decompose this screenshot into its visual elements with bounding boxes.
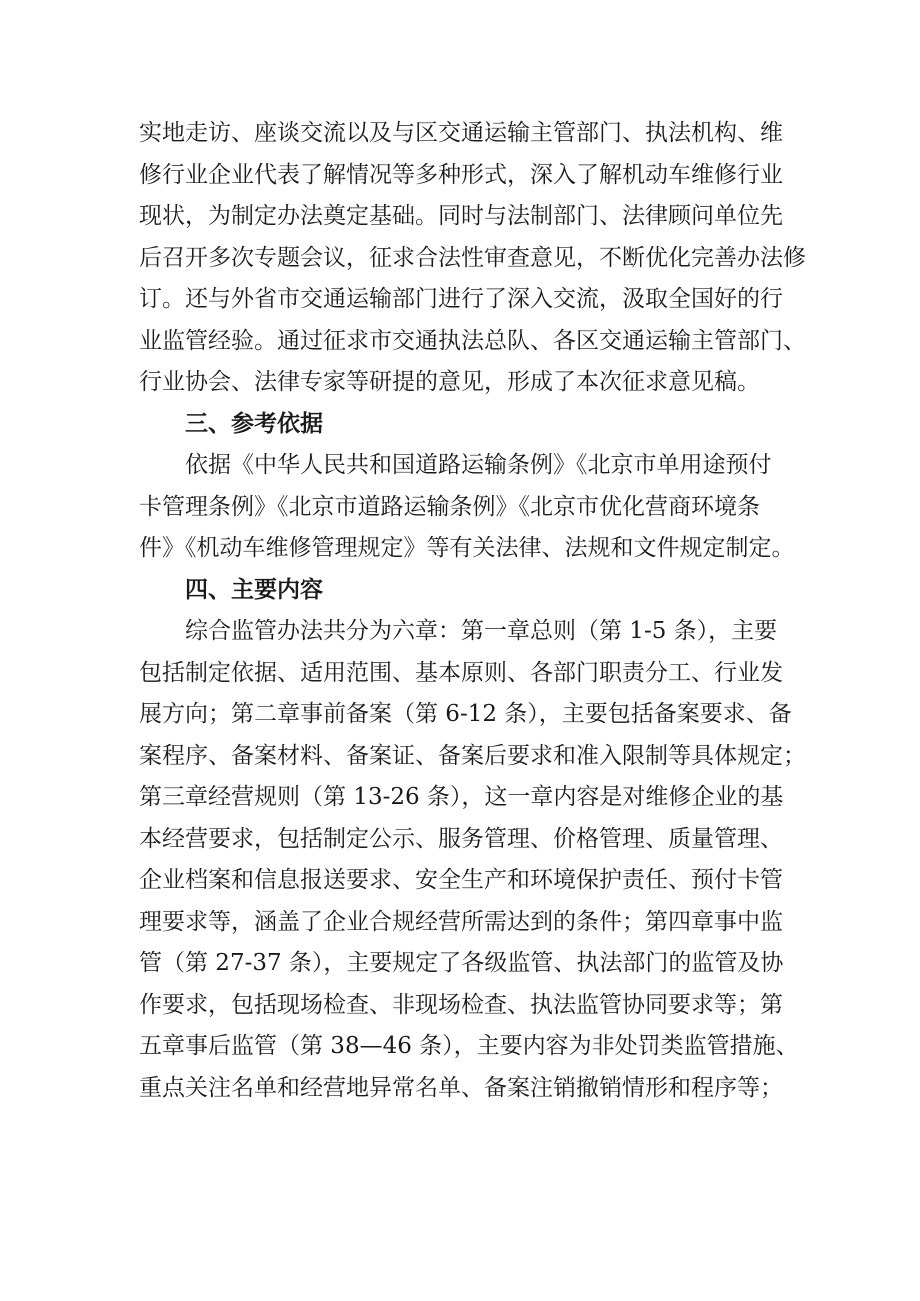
paragraph-line: 卡管理条例》《北京市道路运输条例》《北京市优化营商环境条 (139, 493, 760, 520)
paragraph-line: 实地走访、座谈交流以及与区交通运输主管部门、执法机构、维 (139, 120, 783, 146)
paragraph-line: 后召开多次专题会议，征求合法性审查意见，不断优化完善办法修 (139, 244, 806, 271)
paragraph-line: 企业档案和信息报送要求、安全生产和环境保护责任、预付卡管 (139, 867, 783, 893)
paragraph-line: 理要求等，涵盖了企业合规经营所需达到的条件；第四章事中监 (139, 908, 783, 935)
paragraph-line: 作要求，包括现场检查、非现场检查、执法监管协同要求等；第 (139, 991, 783, 1018)
section-heading-main-content: 四、主要内容 (185, 576, 323, 603)
paragraph-line: 依据《中华人民共和国道路运输条例》《北京市单用途预付 (185, 452, 772, 478)
paragraph-line: 管（第 27-37 条），主要规定了各级监管、执法部门的监管及协 (139, 950, 784, 976)
paragraph-line: 件》《机动车维修管理规定》等有关法律、法规和文件规定制定。 (139, 535, 795, 561)
section-heading-reference-basis: 三、参考依据 (185, 410, 323, 437)
paragraph-line: 现状，为制定办法奠定基础。同时与法制部门、法律顾问单位先 (139, 203, 783, 229)
paragraph-line: 综合监管办法共分为六章：第一章总则（第 1-5 条），主要 (185, 618, 778, 644)
paragraph-line: 订。还与外省市交通运输部门进行了深入交流，汲取全国好的行 (139, 286, 783, 312)
document-body (139, 113, 806, 1109)
paragraph-line: 展方向；第二章事前备案（第 6-12 条），主要包括备案要求、备 (139, 701, 792, 727)
paragraph-line: 本经营要求，包括制定公示、服务管理、价格管理、质量管理、 (139, 825, 783, 852)
paragraph-line: 行业协会、法律专家等研提的意见，形成了本次征求意见稿。 (139, 369, 760, 395)
paragraph-line: 五章事后监管（第 38—46 条），主要内容为非处罚类监管措施、 (139, 1033, 799, 1059)
paragraph-line: 包括制定依据、适用范围、基本原则、各部门职责分工、行业发 (139, 659, 783, 686)
paragraph-line: 修行业企业代表了解情况等多种形式，深入了解机动车维修行业 (139, 161, 783, 188)
paragraph-line: 重点关注名单和经营地异常名单、备案注销撤销情形和程序等； (139, 1074, 783, 1101)
paragraph-line: 第三章经营规则（第 13-26 条），这一章内容是对维修企业的基 (139, 784, 784, 810)
paragraph-line: 业监管经验。通过征求市交通执法总队、各区交通运输主管部门、 (139, 327, 806, 354)
paragraph-line: 案程序、备案材料、备案证、备案后要求和准入限制等具体规定； (139, 742, 806, 769)
